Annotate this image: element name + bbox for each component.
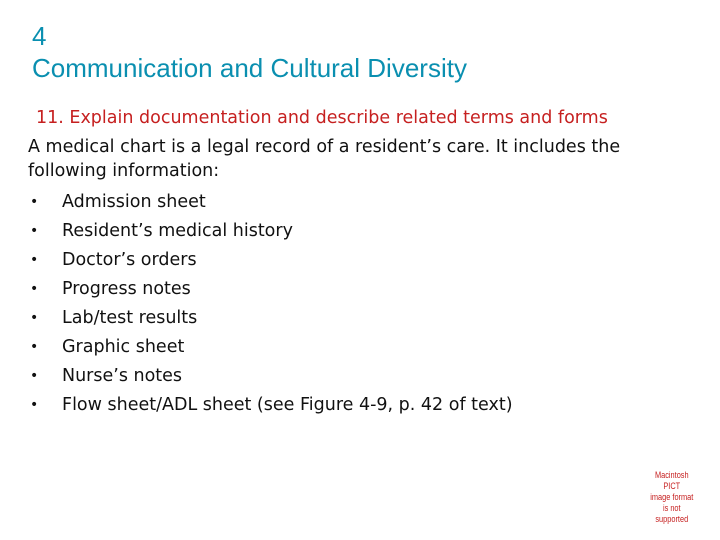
chapter-number: 4	[32, 21, 47, 51]
list-item: • Graphic sheet	[28, 333, 513, 362]
bullet-icon: •	[30, 252, 39, 268]
objective-heading: 11. Explain documentation and describe related terms and forms	[36, 108, 608, 128]
list-item: • Doctor’s orders	[28, 246, 513, 275]
bullet-icon: •	[30, 339, 39, 355]
bullet-icon: •	[30, 310, 39, 326]
unsupported-image-placeholder: Macintosh PICT image format is not supported	[650, 470, 694, 524]
list-item: • Lab/test results	[28, 304, 513, 333]
bullet-icon: •	[30, 397, 39, 413]
chapter-title: Communication and Cultural Diversity	[32, 53, 467, 83]
list-item: • Flow sheet/ADL sheet (see Figure 4-9, p. 42 of text)	[28, 391, 513, 420]
bullet-icon: •	[30, 194, 39, 210]
information-list	[28, 188, 513, 420]
list-item: • Nurse’s notes	[28, 362, 513, 391]
bullet-icon: •	[30, 223, 39, 239]
bullet-icon: •	[30, 368, 39, 384]
list-item: • Admission sheet	[28, 188, 513, 217]
slide-title	[32, 20, 467, 84]
bullet-icon: •	[30, 281, 39, 297]
intro-paragraph: A medical chart is a legal record of a resident’s care. It includes the following information:	[28, 137, 621, 181]
list-item: • Resident’s medical history	[28, 217, 513, 246]
list-item: • Progress notes	[28, 275, 513, 304]
